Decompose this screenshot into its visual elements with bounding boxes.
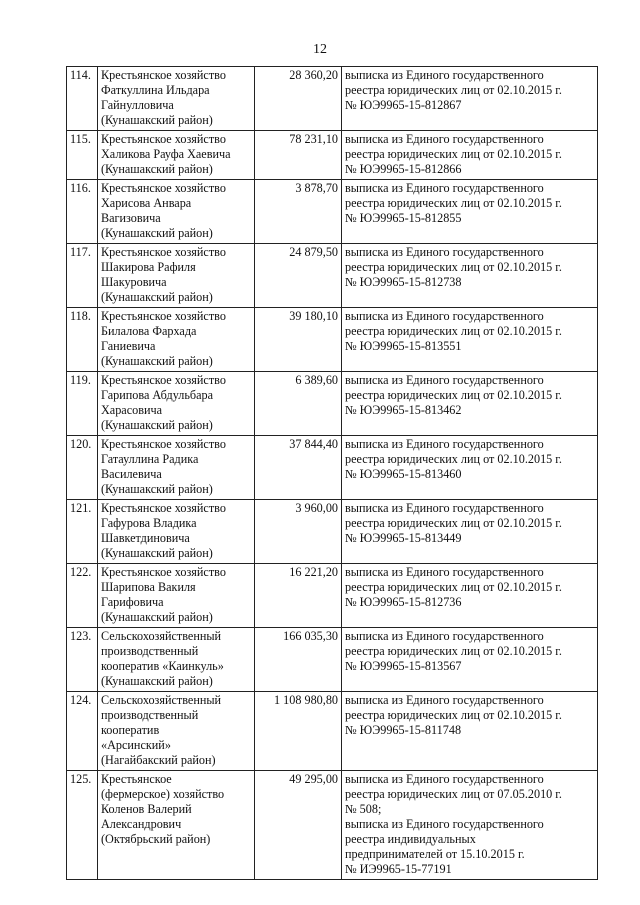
basis-document: выписка из Единого государственного реестра юридических лиц от 02.10.2015 г. № ЮЭ9965-15-812867 — [342, 67, 598, 131]
table-row — [67, 500, 598, 564]
amount: 39 180,10 — [255, 308, 342, 372]
table-row — [67, 67, 598, 131]
holder-name: Крестьянское хозяйство Гафурова Владика Шавкетдиновича (Кунашакский район) — [98, 500, 255, 564]
table-row — [67, 131, 598, 180]
page-number: 12 — [313, 42, 327, 57]
registry-table — [66, 66, 598, 880]
table-row — [67, 628, 598, 692]
registry-table-body — [67, 67, 598, 880]
basis-document: выписка из Единого государственного реестра юридических лиц от 02.10.2015 г. № ЮЭ9965-15-813460 — [342, 436, 598, 500]
basis-document: выписка из Единого государственного реестра юридических лиц от 02.10.2015 г. № ЮЭ9965-15-813567 — [342, 628, 598, 692]
table-row — [67, 564, 598, 628]
row-number: 119. — [67, 372, 98, 436]
basis-document: выписка из Единого государственного реестра юридических лиц от 02.10.2015 г. № ЮЭ9965-15-813462 — [342, 372, 598, 436]
row-number: 117. — [67, 244, 98, 308]
holder-name: Крестьянское (фермерское) хозяйство Коленов Валерий Александрович (Октябрьский район) — [98, 771, 255, 880]
table-row — [67, 436, 598, 500]
basis-document: выписка из Единого государственного реестра юридических лиц от 07.05.2010 г. № 508; выписка из Единого государственного реестра индивидуальных предпринимателей от 15.10.2015 г. № ИЭ9965-15-77191 — [342, 771, 598, 880]
row-number: 122. — [67, 564, 98, 628]
row-number: 114. — [67, 67, 98, 131]
amount: 37 844,40 — [255, 436, 342, 500]
basis-document: выписка из Единого государственного реестра юридических лиц от 02.10.2015 г. № ЮЭ9965-15-812738 — [342, 244, 598, 308]
holder-name: Крестьянское хозяйство Шакирова Рафиля Шакуровича (Кунашакский район) — [98, 244, 255, 308]
amount: 1 108 980,80 — [255, 692, 342, 771]
basis-document: выписка из Единого государственного реестра юридических лиц от 02.10.2015 г. № ЮЭ9965-15-811748 — [342, 692, 598, 771]
amount: 6 389,60 — [255, 372, 342, 436]
basis-document: выписка из Единого государственного реестра юридических лиц от 02.10.2015 г. № ЮЭ9965-15-812736 — [342, 564, 598, 628]
row-number: 118. — [67, 308, 98, 372]
amount: 78 231,10 — [255, 131, 342, 180]
holder-name: Сельскохозяйственный производственный кооператив «Арсинский» (Нагайбакский район) — [98, 692, 255, 771]
amount: 3 878,70 — [255, 180, 342, 244]
row-number: 121. — [67, 500, 98, 564]
amount: 49 295,00 — [255, 771, 342, 880]
holder-name: Крестьянское хозяйство Шарипова Вакиля Гарифовича (Кунашакский район) — [98, 564, 255, 628]
table-row — [67, 692, 598, 771]
amount: 3 960,00 — [255, 500, 342, 564]
holder-name: Крестьянское хозяйство Гарипова Абдульбара Харасовича (Кунашакский район) — [98, 372, 255, 436]
row-number: 115. — [67, 131, 98, 180]
holder-name: Сельскохозяйственный производственный кооператив «Каинкуль» (Кунашакский район) — [98, 628, 255, 692]
table-row — [67, 372, 598, 436]
holder-name: Крестьянское хозяйство Гатауллина Радика Василевича (Кунашакский район) — [98, 436, 255, 500]
row-number: 124. — [67, 692, 98, 771]
row-number: 125. — [67, 771, 98, 880]
row-number: 123. — [67, 628, 98, 692]
row-number: 116. — [67, 180, 98, 244]
row-number: 120. — [67, 436, 98, 500]
table-row — [67, 244, 598, 308]
table-row — [67, 308, 598, 372]
holder-name: Крестьянское хозяйство Фаткуллина Ильдара Гайнулловича (Кунашакский район) — [98, 67, 255, 131]
basis-document: выписка из Единого государственного реестра юридических лиц от 02.10.2015 г. № ЮЭ9965-15-812855 — [342, 180, 598, 244]
basis-document: выписка из Единого государственного реестра юридических лиц от 02.10.2015 г. № ЮЭ9965-15-813551 — [342, 308, 598, 372]
holder-name: Крестьянское хозяйство Харисова Анвара Вагизовича (Кунашакский район) — [98, 180, 255, 244]
amount: 28 360,20 — [255, 67, 342, 131]
basis-document: выписка из Единого государственного реестра юридических лиц от 02.10.2015 г. № ЮЭ9965-15-812866 — [342, 131, 598, 180]
amount: 16 221,20 — [255, 564, 342, 628]
holder-name: Крестьянское хозяйство Халикова Рауфа Хаевича (Кунашакский район) — [98, 131, 255, 180]
basis-document: выписка из Единого государственного реестра юридических лиц от 02.10.2015 г. № ЮЭ9965-15-813449 — [342, 500, 598, 564]
table-row — [67, 771, 598, 880]
holder-name: Крестьянское хозяйство Билалова Фархада Ганиевича (Кунашакский район) — [98, 308, 255, 372]
amount: 24 879,50 — [255, 244, 342, 308]
amount: 166 035,30 — [255, 628, 342, 692]
table-row — [67, 180, 598, 244]
